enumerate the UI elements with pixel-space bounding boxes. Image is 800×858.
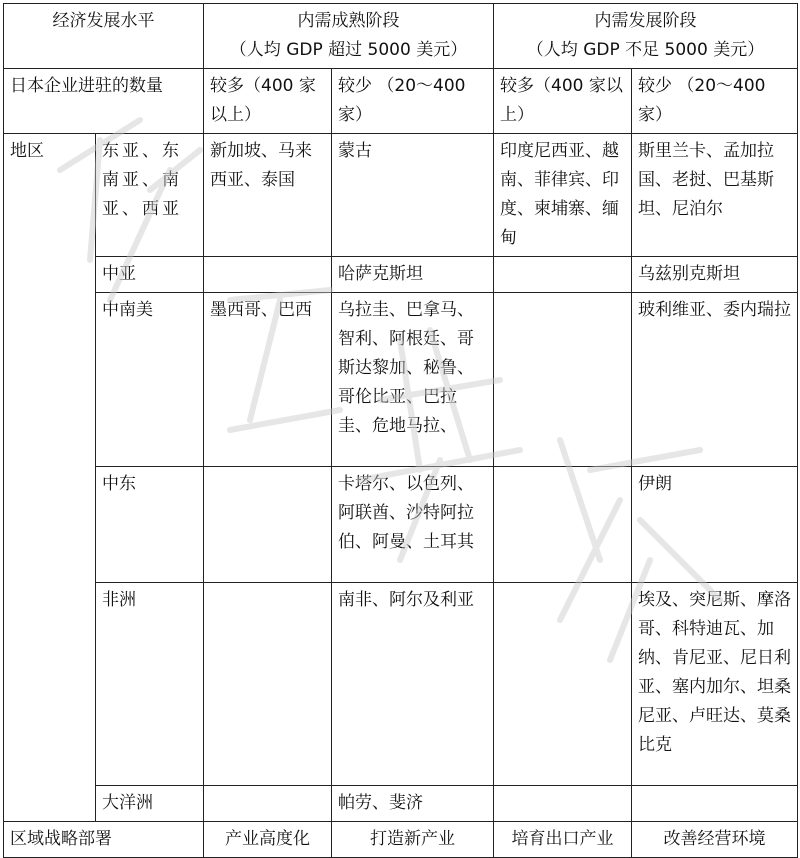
mature-few-cell: 卡塔尔、以色列、阿联酋、沙特阿拉伯、阿曼、土耳其: [332, 467, 494, 583]
strategy-row: [4, 822, 798, 858]
header-mature-title: 内需成熟阶段: [297, 11, 400, 31]
table-row: [4, 257, 798, 293]
mature-many-cell: [204, 257, 332, 293]
table-row: [4, 467, 798, 583]
strategy-label: 区域战略部署: [4, 822, 204, 858]
mature-few-cell: 帕劳、斐济: [332, 786, 494, 822]
dev-few-cell: 斯里兰卡、孟加拉国、老挝、巴基斯坦、尼泊尔: [632, 134, 798, 257]
header-mature-sub: （人均 GDP 超过 5000 美元）: [229, 40, 468, 60]
subheader-mature-many: 较多（400 家以上）: [204, 69, 332, 134]
dev-many-cell: 印度尼西亚、越南、菲律宾、印度、柬埔寨、缅甸: [494, 134, 632, 257]
mature-many-cell: 新加坡、马来西亚、泰国: [204, 134, 332, 257]
header-developing-sub: （人均 GDP 不足 5000 美元）: [526, 40, 765, 60]
region-cell: 东亚、东南亚、南亚、西亚: [96, 134, 204, 257]
mature-many-cell: [204, 467, 332, 583]
region-cell: 中南美: [96, 293, 204, 467]
mature-many-cell: [204, 786, 332, 822]
strategy-dev-few: 改善经营环境: [632, 822, 798, 858]
header-economic-level: 经济发展水平: [4, 4, 204, 69]
dev-few-cell: 玻利维亚、委内瑞拉: [632, 293, 798, 467]
mature-many-cell: 墨西哥、巴西: [204, 293, 332, 467]
table-row: [4, 583, 798, 786]
mature-few-cell: 蒙古: [332, 134, 494, 257]
subheader-mature-few: 较少 （20～400 家）: [332, 69, 494, 134]
dev-many-cell: [494, 583, 632, 786]
region-label: 地区: [4, 134, 96, 822]
mature-few-cell: 哈萨克斯坦: [332, 257, 494, 293]
mature-many-cell: [204, 583, 332, 786]
strategy-dev-many: 培育出口产业: [494, 822, 632, 858]
dev-many-cell: [494, 293, 632, 467]
dev-few-cell: [632, 786, 798, 822]
header-developing-stage: [494, 4, 798, 69]
subheader-row: [4, 69, 798, 134]
dev-many-cell: [494, 467, 632, 583]
dev-many-cell: [494, 257, 632, 293]
region-cell: 中亚: [96, 257, 204, 293]
strategy-mature-few: 打造新产业: [332, 822, 494, 858]
table-row: [4, 293, 798, 467]
subheader-dev-few: 较少 （20～400 家）: [632, 69, 798, 134]
header-developing-title: 内需发展阶段: [594, 11, 697, 31]
header-row: [4, 4, 798, 69]
dev-few-cell: 伊朗: [632, 467, 798, 583]
mature-few-cell: 南非、阿尔及利亚: [332, 583, 494, 786]
region-cell: 中东: [96, 467, 204, 583]
subheader-dev-many: 较多（400 家以上）: [494, 69, 632, 134]
subheader-label: 日本企业进驻的数量: [4, 69, 204, 134]
strategy-table: [3, 3, 798, 858]
header-mature-stage: [204, 4, 494, 69]
table-row: [4, 786, 798, 822]
dev-few-cell: 乌兹别克斯坦: [632, 257, 798, 293]
region-cell: 大洋洲: [96, 786, 204, 822]
table-row: [4, 134, 798, 257]
strategy-mature-many: 产业高度化: [204, 822, 332, 858]
dev-many-cell: [494, 786, 632, 822]
mature-few-cell: 乌拉圭、巴拿马、智利、阿根廷、哥斯达黎加、秘鲁、哥伦比亚、巴拉圭、危地马拉、: [332, 293, 494, 467]
region-cell: 非洲: [96, 583, 204, 786]
dev-few-cell: 埃及、突尼斯、摩洛哥、科特迪瓦、加纳、肯尼亚、尼日利亚、塞内加尔、坦桑尼亚、卢旺达、莫桑比克: [632, 583, 798, 786]
